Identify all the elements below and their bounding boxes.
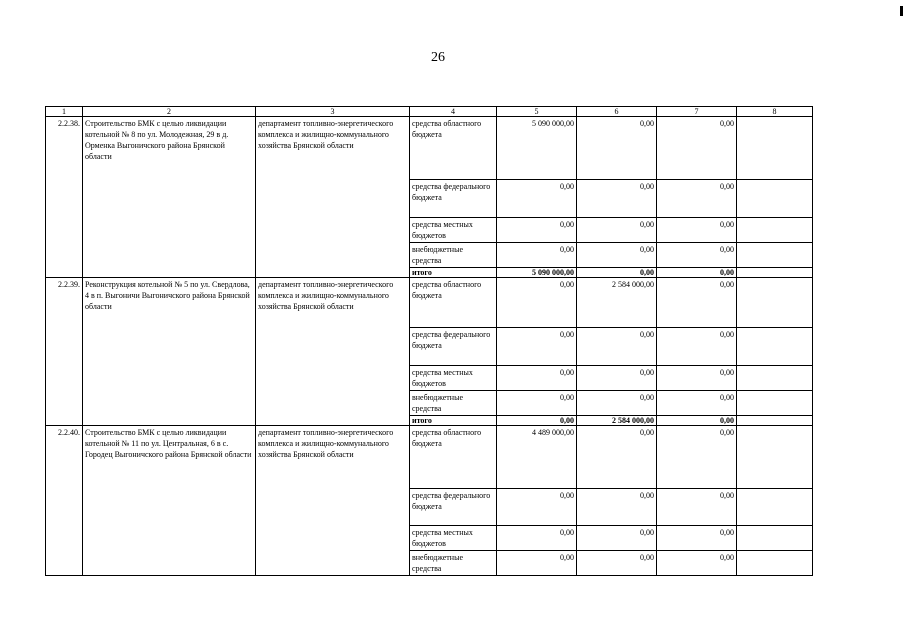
amount-col8: [737, 218, 813, 243]
funding-source: внебюджетные средства: [410, 391, 497, 416]
amount-col6: 2 584 000,00: [577, 278, 657, 328]
amount-col6: 0,00: [577, 551, 657, 576]
table-row: [46, 426, 813, 489]
budget-table: [45, 106, 813, 576]
funding-source: средства областного бюджета: [410, 278, 497, 328]
amount-col6: 0,00: [577, 117, 657, 180]
amount-col7: 0,00: [657, 391, 737, 416]
funding-source: средства федерального бюджета: [410, 180, 497, 218]
amount-col5: 0,00: [497, 243, 577, 268]
amount-col5: 0,00: [497, 218, 577, 243]
funding-source: итого: [410, 268, 497, 278]
funding-source: внебюджетные средства: [410, 551, 497, 576]
amount-col7: 0,00: [657, 366, 737, 391]
amount-col6: 0,00: [577, 328, 657, 366]
amount-col8: [737, 366, 813, 391]
amount-col7: 0,00: [657, 243, 737, 268]
amount-col8: [737, 426, 813, 489]
amount-col6: 0,00: [577, 526, 657, 551]
funding-source: средства местных бюджетов: [410, 526, 497, 551]
amount-col8: [737, 328, 813, 366]
funding-source: средства областного бюджета: [410, 117, 497, 180]
item-name: Реконструкция котельной № 5 по ул. Свердлова, 4 в п. Выгоничи Выгоничского района Брянской области: [83, 278, 256, 426]
column-number: 1: [46, 107, 83, 117]
amount-col7: 0,00: [657, 268, 737, 278]
amount-col8: [737, 551, 813, 576]
amount-col8: [737, 526, 813, 551]
amount-col5: 0,00: [497, 278, 577, 328]
amount-col6: 0,00: [577, 489, 657, 526]
funding-source: средства местных бюджетов: [410, 218, 497, 243]
funding-source: средства местных бюджетов: [410, 366, 497, 391]
amount-col8: [737, 243, 813, 268]
funding-source: средства федерального бюджета: [410, 328, 497, 366]
amount-col7: 0,00: [657, 278, 737, 328]
amount-col5: 4 489 000,00: [497, 426, 577, 489]
table-row: [46, 278, 813, 328]
column-number: 5: [497, 107, 577, 117]
item-name: Строительство БМК с целью ликвидации котельной № 11 по ул. Центральная, 6 в с. Городец Выгоничского района Брянской области: [83, 426, 256, 576]
amount-col5: 0,00: [497, 416, 577, 426]
scan-edge-mark: [900, 6, 903, 16]
amount-col8: [737, 117, 813, 180]
amount-col7: 0,00: [657, 328, 737, 366]
item-executor: департамент топливно-энергетического комплекса и жилищно-коммунального хозяйства Брянской области: [256, 117, 410, 278]
amount-col8: [737, 268, 813, 278]
amount-col5: 0,00: [497, 489, 577, 526]
amount-col7: 0,00: [657, 551, 737, 576]
amount-col6: 2 584 000,00: [577, 416, 657, 426]
amount-col7: 0,00: [657, 489, 737, 526]
item-code: 2.2.38.: [46, 117, 83, 278]
amount-col6: 0,00: [577, 366, 657, 391]
amount-col6: 0,00: [577, 268, 657, 278]
amount-col7: 0,00: [657, 117, 737, 180]
amount-col5: 0,00: [497, 328, 577, 366]
item-code: 2.2.40.: [46, 426, 83, 576]
column-number: 7: [657, 107, 737, 117]
amount-col7: 0,00: [657, 526, 737, 551]
amount-col8: [737, 416, 813, 426]
amount-col5: 0,00: [497, 526, 577, 551]
funding-source: внебюджетные средства: [410, 243, 497, 268]
amount-col5: 0,00: [497, 366, 577, 391]
amount-col8: [737, 180, 813, 218]
amount-col7: 0,00: [657, 416, 737, 426]
amount-col8: [737, 391, 813, 416]
amount-col6: 0,00: [577, 218, 657, 243]
item-code: 2.2.39.: [46, 278, 83, 426]
amount-col5: 5 090 000,00: [497, 268, 577, 278]
amount-col5: 0,00: [497, 391, 577, 416]
funding-source: итого: [410, 416, 497, 426]
funding-source: средства областного бюджета: [410, 426, 497, 489]
amount-col5: 5 090 000,00: [497, 117, 577, 180]
table-row: [46, 117, 813, 180]
column-number: 2: [83, 107, 256, 117]
column-number: 4: [410, 107, 497, 117]
column-number: 3: [256, 107, 410, 117]
amount-col8: [737, 489, 813, 526]
amount-col6: 0,00: [577, 243, 657, 268]
column-number-row: [46, 107, 813, 117]
amount-col5: 0,00: [497, 551, 577, 576]
column-number: 6: [577, 107, 657, 117]
amount-col8: [737, 278, 813, 328]
amount-col6: 0,00: [577, 426, 657, 489]
amount-col6: 0,00: [577, 391, 657, 416]
amount-col5: 0,00: [497, 180, 577, 218]
page-number: 26: [431, 50, 445, 65]
amount-col7: 0,00: [657, 218, 737, 243]
item-name: Строительство БМК с целью ликвидации котельной № 8 по ул. Молодежная, 29 в д. Орменка Выгоничского района Брянской области: [83, 117, 256, 278]
item-executor: департамент топливно-энергетического комплекса и жилищно-коммунального хозяйства Брянской области: [256, 426, 410, 576]
amount-col7: 0,00: [657, 426, 737, 489]
column-number: 8: [737, 107, 813, 117]
item-executor: департамент топливно-энергетического комплекса и жилищно-коммунального хозяйства Брянской области: [256, 278, 410, 426]
amount-col7: 0,00: [657, 180, 737, 218]
amount-col6: 0,00: [577, 180, 657, 218]
funding-source: средства федерального бюджета: [410, 489, 497, 526]
